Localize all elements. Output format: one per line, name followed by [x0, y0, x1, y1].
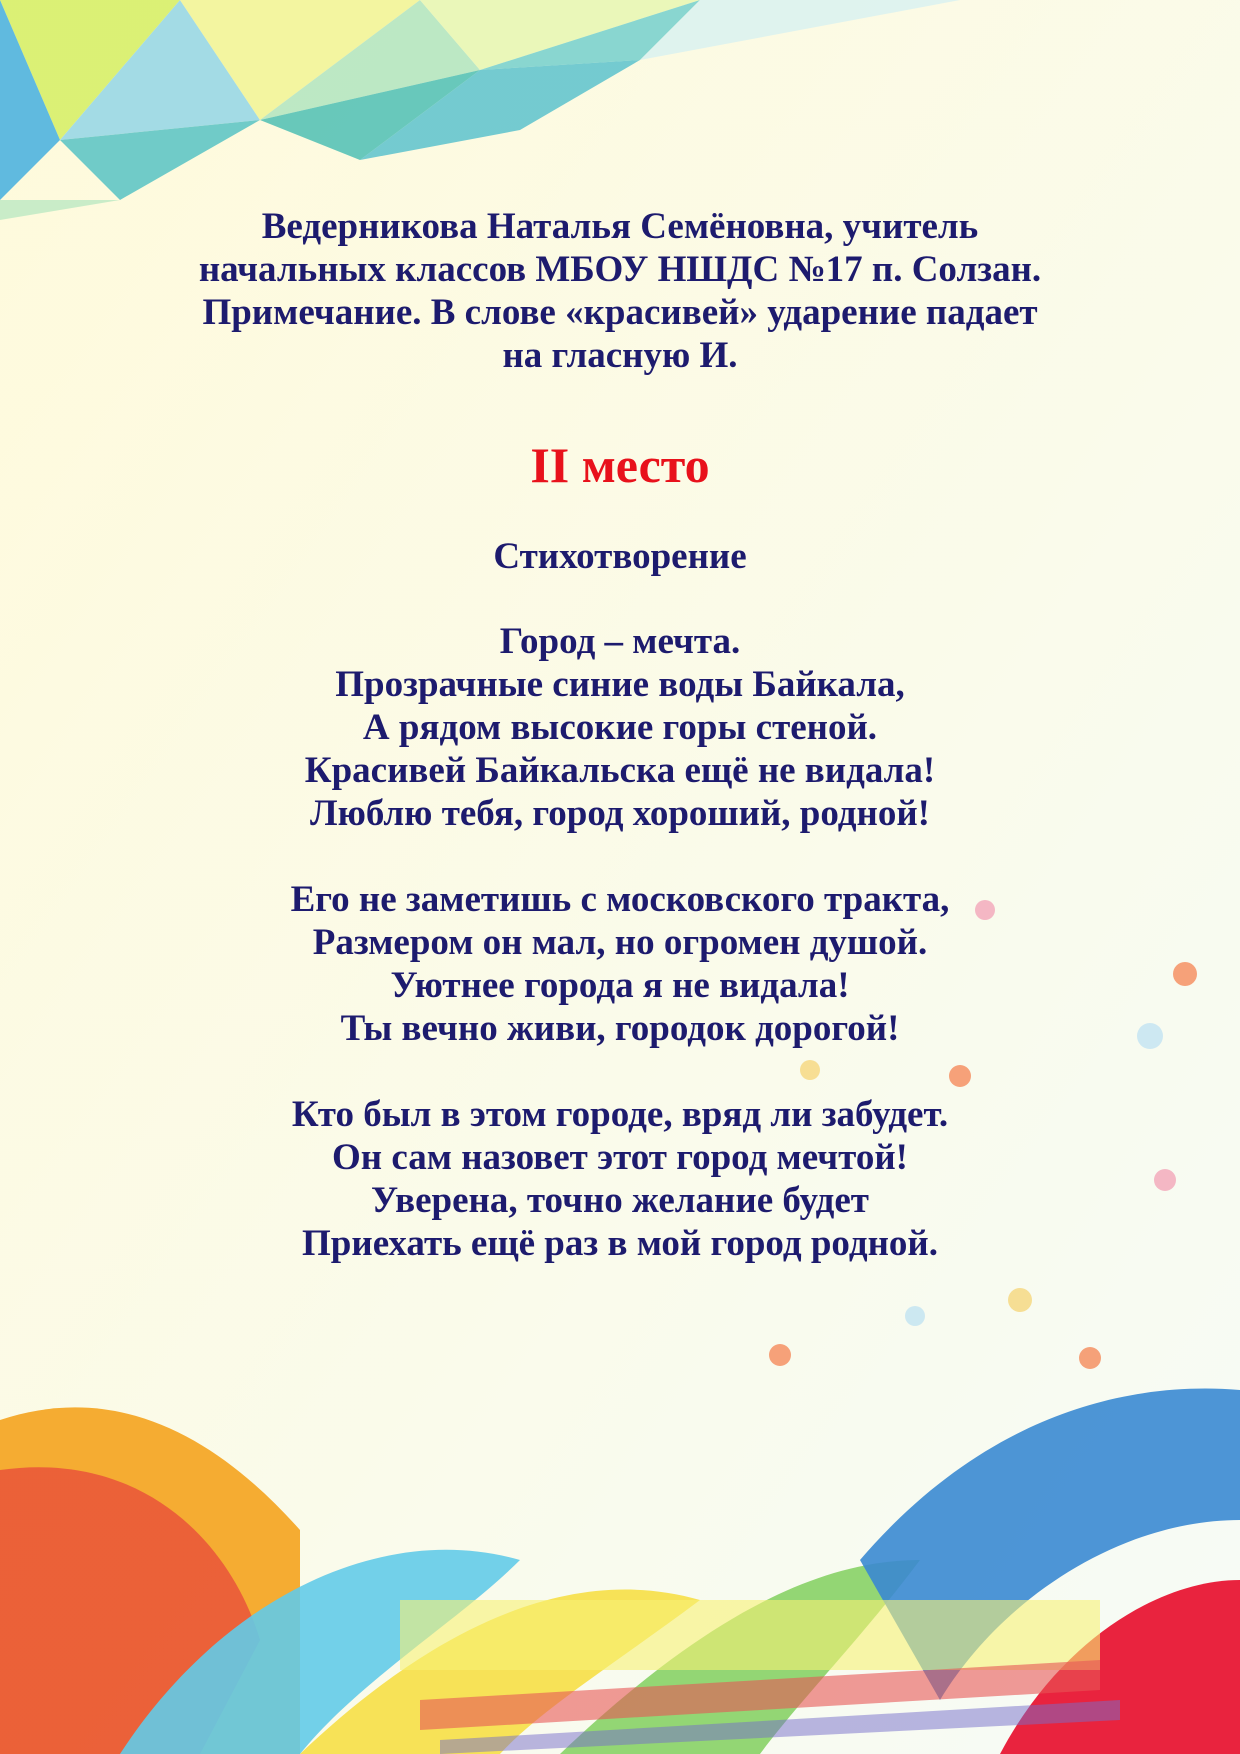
poem-line: Красивей Байкальска ещё не видала! — [304, 750, 936, 791]
author-line: на гласную И. — [502, 335, 738, 376]
poem-line: А рядом высокие горы стеной. — [362, 707, 878, 748]
author-line: Примечание. В слове «красивей» ударение падает — [202, 292, 1038, 333]
poem-line: Люблю тебя, город хороший, родной! — [310, 793, 930, 834]
poem-stanza — [0, 663, 1240, 835]
author-line: начальных классов МБОУ НШДС №17 п. Солзан. — [198, 249, 1042, 290]
poem-line: Приехать ещё раз в мой город родной. — [302, 1223, 938, 1264]
poem-stanza — [0, 1093, 1240, 1265]
poem-line: Он сам назовет этот город мечтой! — [332, 1137, 908, 1178]
poem-stanza — [0, 878, 1240, 1050]
poem-line: Его не заметишь с московского тракта, — [290, 879, 950, 920]
place-heading: II место — [530, 437, 710, 493]
poem-line: Прозрачные синие воды Байкала, — [335, 664, 905, 705]
poem-line: Уверена, точно желание будет — [371, 1180, 869, 1221]
document-body — [0, 205, 1240, 1265]
genre-label: Стихотворение — [493, 536, 747, 577]
poem-line: Уютнее города я не видала! — [390, 965, 850, 1006]
poem-line: Кто был в этом городе, вряд ли забудет. — [291, 1094, 949, 1135]
author-block — [0, 205, 1240, 377]
poem-line: Размером он мал, но огромен душой. — [312, 922, 928, 963]
author-line: Ведерникова Наталья Семёновна, учитель — [261, 206, 979, 247]
poem-line: Ты вечно живи, городок дорогой! — [340, 1008, 900, 1049]
poem-title: Город – мечта. — [499, 621, 741, 662]
